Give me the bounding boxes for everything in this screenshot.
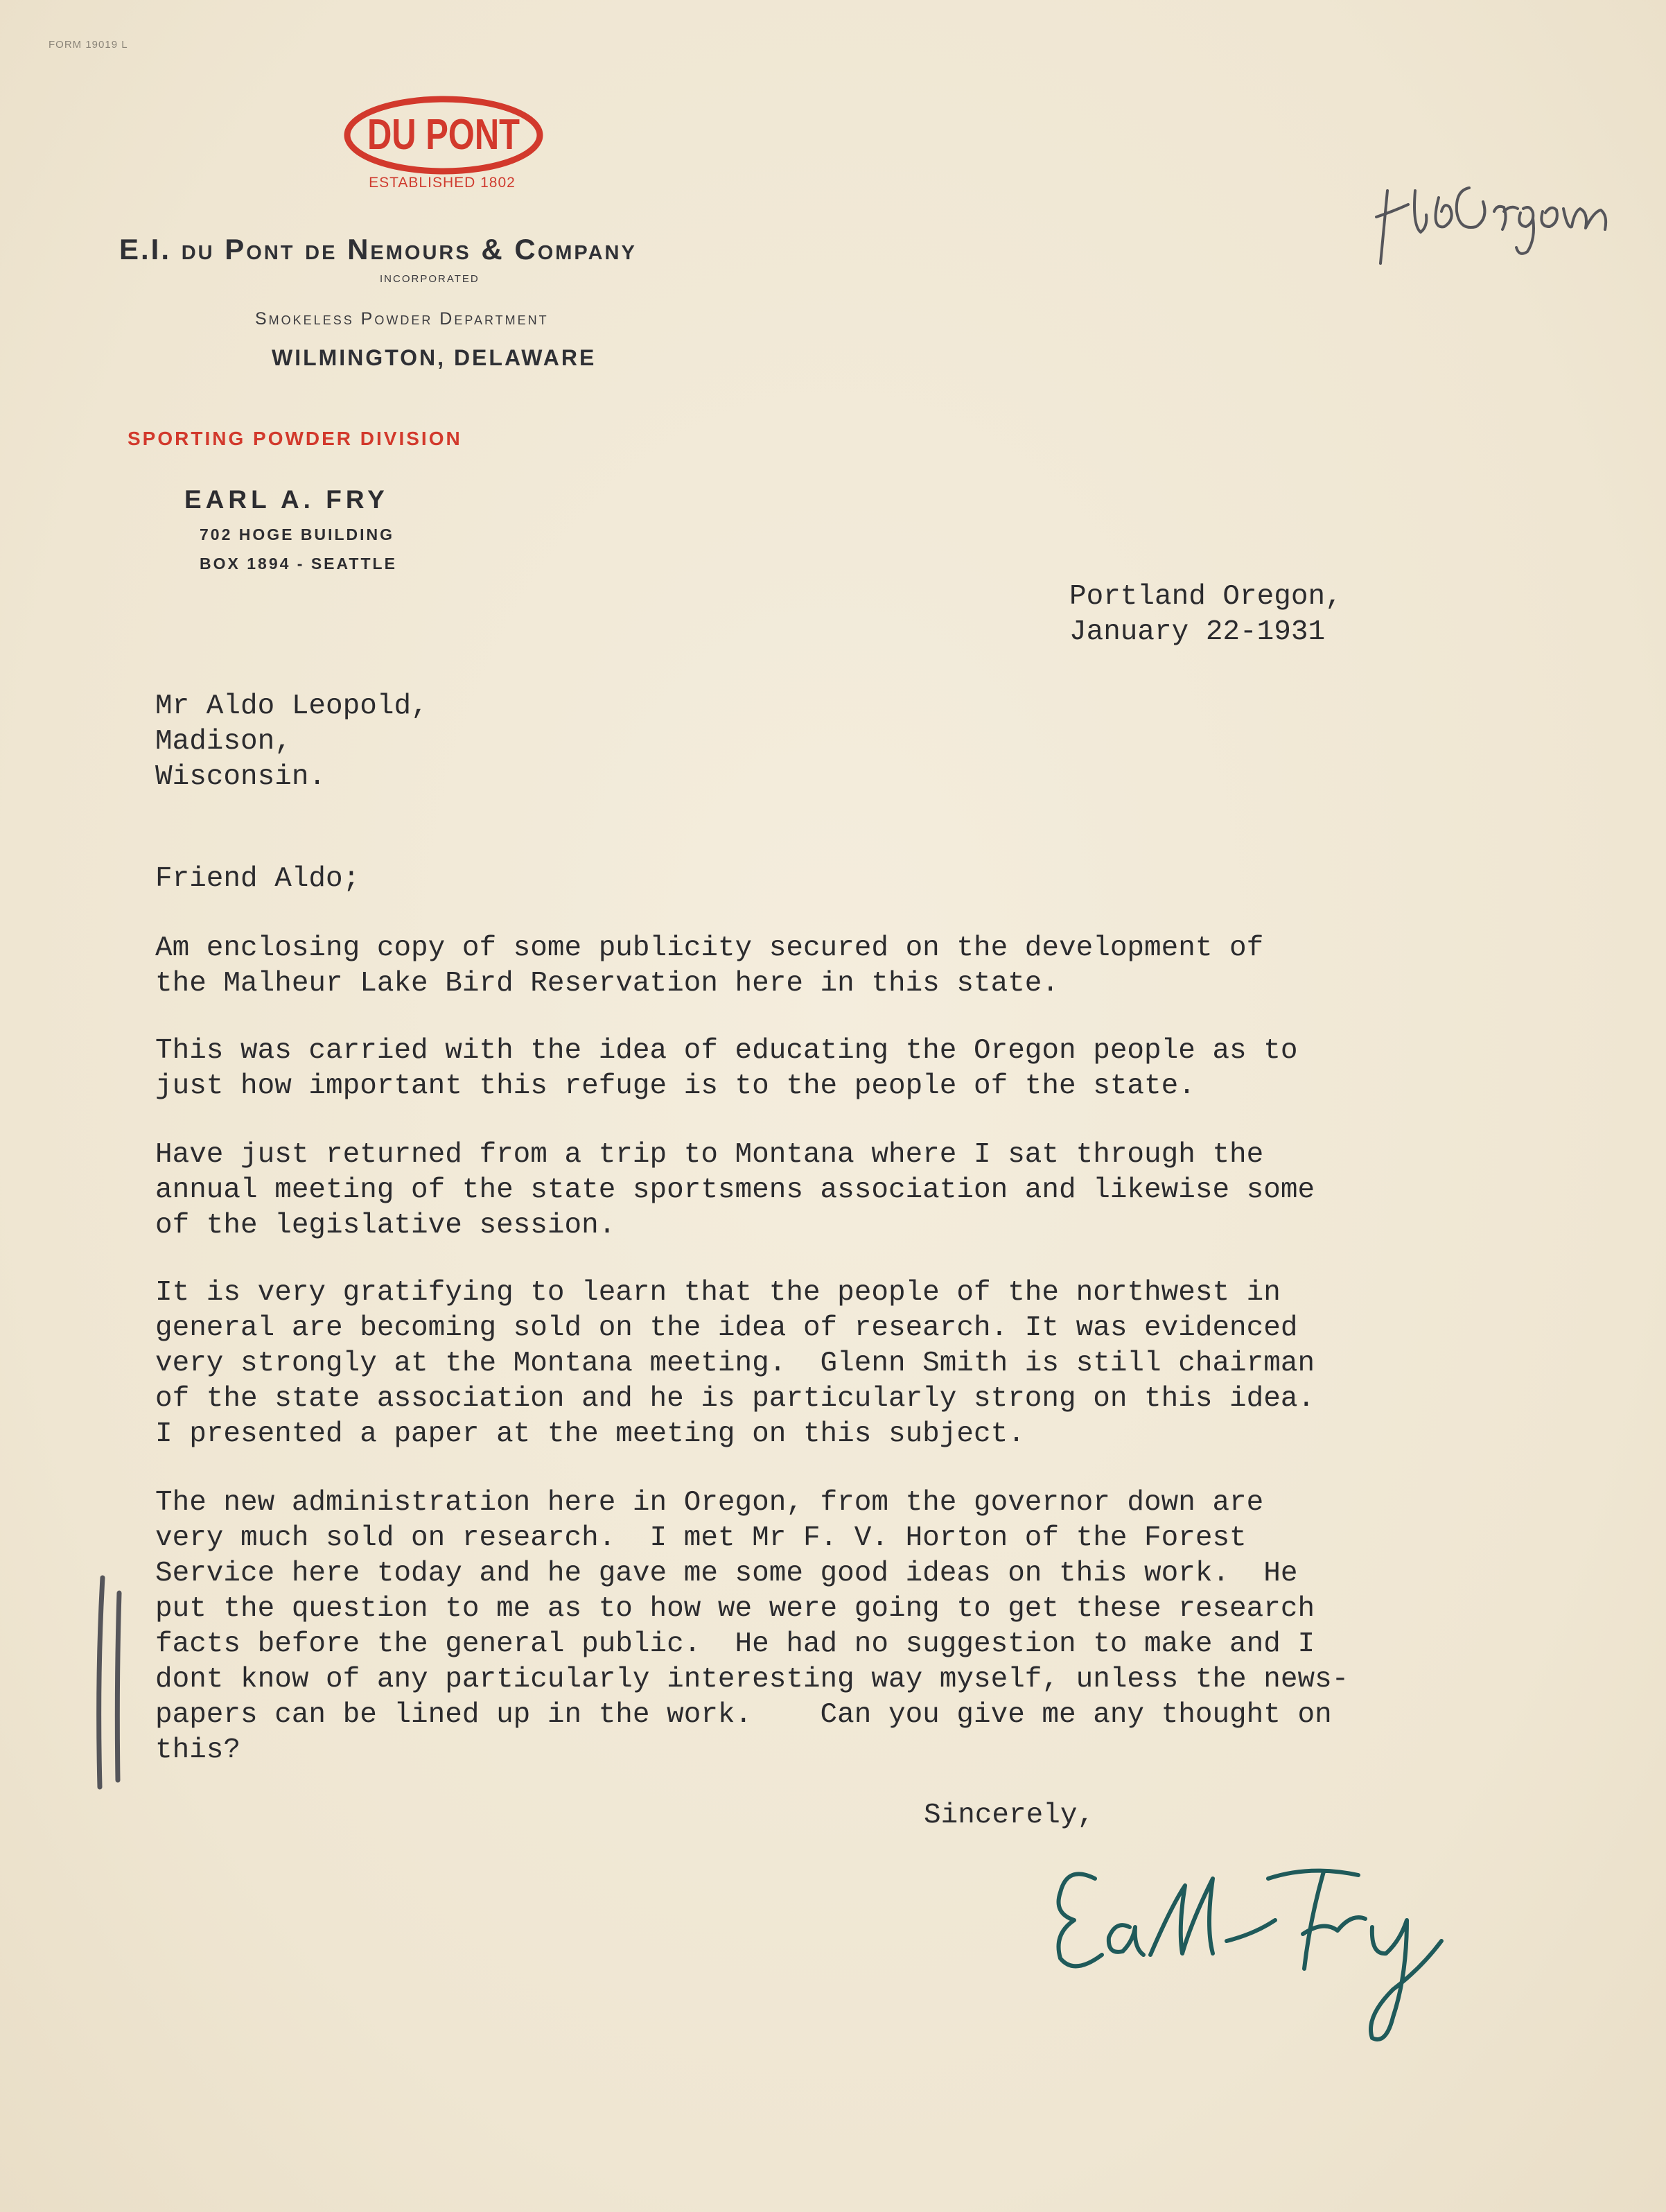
division-name: SPORTING POWDER DIVISION — [128, 428, 462, 449]
body-paragraph: Am enclosing copy of some publicity secured on the development of the Malheur Lake Bird Reservation here in this state. — [155, 932, 1264, 1000]
letter-dateline: Portland Oregon, January 22-1931 — [1069, 581, 1342, 648]
signature — [1046, 1837, 1559, 2066]
representative-address-line2: BOX 1894 - SEATTLE — [200, 555, 397, 573]
body-paragraph: The new administration here in Oregon, from the governor down are very much sold on research. I met Mr F. V. Horton of the Forest Service here today and he gave me some good ideas on this work. He put the question to me as to how we were going to get these research facts before the general public. He had no suggestion to make and I dont know of any particularly interesting way myself, unless the news- papers can be lined up in the work. Can you give me any thought on this? — [155, 1487, 1349, 1766]
handwritten-file-note — [1372, 163, 1636, 274]
form-number: FORM 19019 L — [49, 39, 128, 51]
body-paragraph: Have just returned from a trip to Montana where I sat through the annual meeting of the state sportsmens association and likewise some of the legislative session. — [155, 1139, 1315, 1242]
incorporated-label: INCORPORATED — [380, 273, 480, 285]
logo-text: DU PONT — [367, 111, 520, 159]
pencil-margin-mark — [90, 1572, 132, 1794]
dupont-logo — [343, 94, 544, 188]
logo-established: ESTABLISHED 1802 — [369, 175, 516, 191]
department-name: Smokeless Powder Department — [255, 309, 549, 329]
salutation: Friend Aldo; — [155, 863, 360, 895]
body-paragraph: It is very gratifying to learn that the people of the northwest in general are becoming sold on the idea of research. It was evidenced very strongly at the Montana meeting. Glenn Smith is still chairman of the state association and he is particularly strong on this idea. I presented a paper at the meeting on this subject. — [155, 1277, 1315, 1450]
closing: Sincerely, — [924, 1800, 1095, 1831]
representative-name: EARL A. FRY — [184, 485, 389, 514]
company-city: WILMINGTON, DELAWARE — [272, 345, 597, 370]
recipient-address: Mr Aldo Leopold, Madison, Wisconsin. — [155, 690, 428, 793]
representative-address-line1: 702 HOGE BUILDING — [200, 525, 395, 543]
company-name: E.I. du Pont de Nemours & Company — [119, 233, 637, 265]
body-paragraph: This was carried with the idea of educating the Oregon people as to just how important this refuge is to the people of the state. — [155, 1035, 1298, 1102]
